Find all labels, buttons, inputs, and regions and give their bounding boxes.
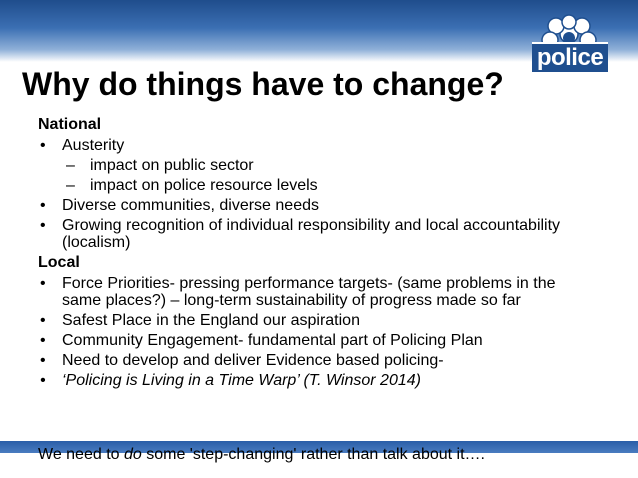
- slide-footer: [38, 446, 485, 464]
- local-bullet: • Force Priorities- pressing performance targets- (same problems in the same places?) – long-term sustainability of progress made so far: [38, 275, 598, 309]
- footer-text-post: some 'step-changing' rather than talk about it….: [141, 446, 485, 463]
- local-heading: Local: [38, 254, 80, 271]
- slide-body: [38, 116, 598, 392]
- footer-text-emphasis: do: [123, 446, 142, 463]
- national-heading: National: [38, 116, 102, 133]
- slide-title: Why do things have to change?: [22, 66, 504, 102]
- local-bullet: • Safest Place in the England our aspiration: [38, 312, 598, 329]
- national-bullet: • Diverse communities, diverse needs: [38, 197, 598, 214]
- national-bullet: • Austerity: [38, 137, 598, 154]
- local-bullet: • Need to develop and deliver Evidence based policing-: [38, 352, 598, 369]
- national-sub-bullet: – impact on police resource levels: [38, 177, 598, 194]
- national-bullet: • Growing recognition of individual responsibility and local accountability (localism): [38, 217, 598, 251]
- national-sub-bullet: – impact on public sector: [38, 157, 598, 174]
- local-bullet: • Community Engagement- fundamental part of Policing Plan: [38, 332, 598, 349]
- local-bullet: • ‘Policing is Living in a Time Warp’ (T. Winsor 2014): [38, 372, 598, 389]
- police-logo-text: police: [532, 42, 608, 74]
- footer-text-pre: We need to: [38, 446, 124, 463]
